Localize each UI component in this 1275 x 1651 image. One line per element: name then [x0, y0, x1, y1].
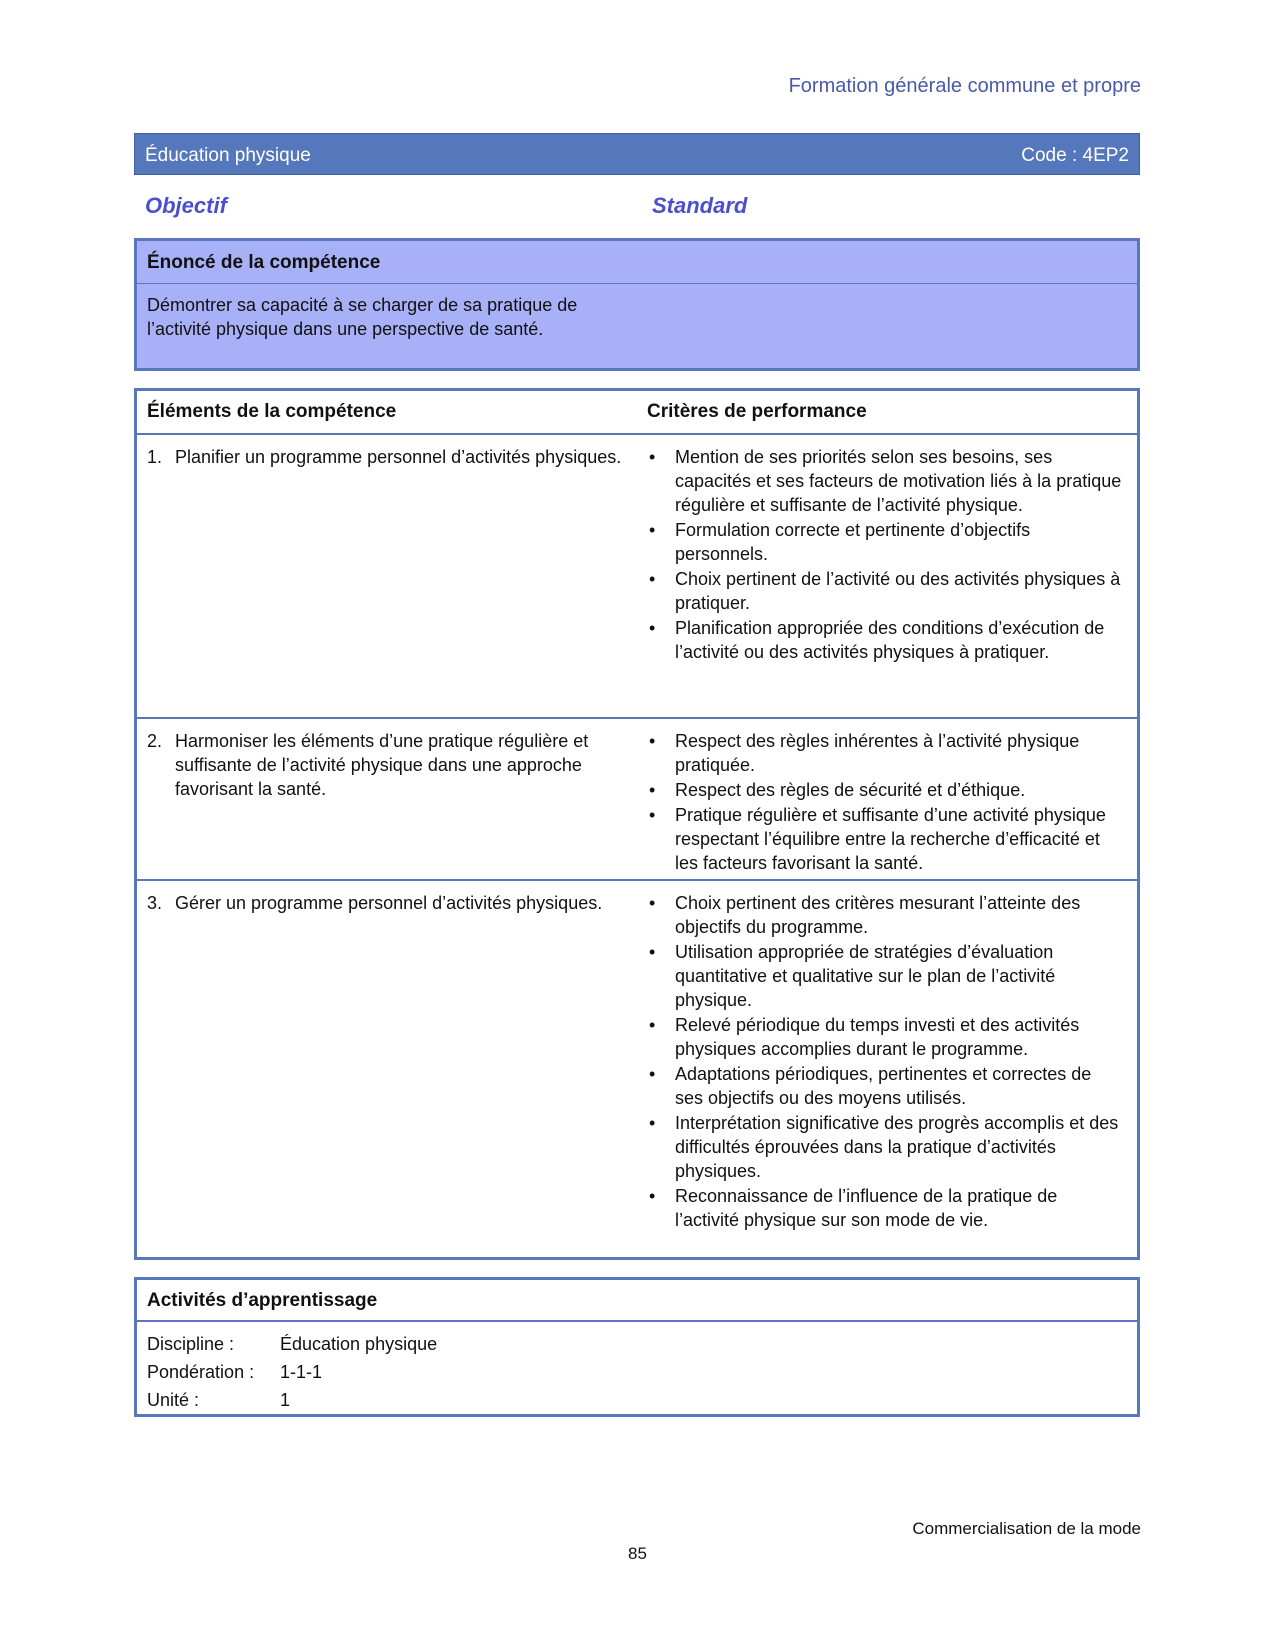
competence-element	[147, 891, 637, 915]
competence-table	[134, 388, 1140, 1260]
bullet-icon: •	[649, 1064, 656, 1084]
bullet-icon: •	[649, 1186, 656, 1206]
bullet-icon: •	[649, 731, 656, 751]
list-item: • Adaptations périodiques, pertinentes et correctes de ses objectifs ou des moyens utilisés.	[649, 1064, 1092, 1108]
ponderation-label: Pondération :	[147, 1362, 255, 1382]
element-text: Gérer un programme personnel d’activités physiques.	[175, 893, 603, 913]
criteria-list	[647, 445, 1122, 665]
page-number: 85	[628, 1544, 647, 1563]
bullet-icon: •	[649, 1113, 656, 1133]
bullet-icon: •	[649, 780, 656, 800]
list-item: • Respect des règles de sécurité et d’éthique.	[649, 780, 1026, 800]
bullet-icon: •	[649, 893, 656, 913]
list-item: • Utilisation appropriée de stratégies d’évaluation quantitative et qualitative sur le plan de l’activité physique.	[649, 942, 1056, 1010]
bullet-icon: •	[649, 520, 656, 540]
subject-title: Éducation physique	[145, 145, 311, 166]
list-item: • Mention de ses priorités selon ses besoins, ses capacités et ses facteurs de motivation liés à la pratique régulière et suffisante de l’activité physique.	[649, 447, 1122, 515]
list-item: • Choix pertinent de l’activité ou des activités physiques à pratiquer.	[649, 569, 1121, 613]
course-code: Code : 4EP2	[1021, 145, 1129, 166]
bullet-icon: •	[649, 942, 656, 962]
list-item: • Pratique régulière et suffisante d’une activité physique respectant l’équilibre entre la recherche d’efficacité et les facteurs favorisant la santé.	[649, 805, 1106, 873]
table-row	[137, 435, 1137, 719]
objective-standard-row	[145, 193, 1135, 221]
list-item: • Interprétation significative des progrès accomplis et des difficultés éprouvées dans la pratique d’activités physiques.	[649, 1113, 1119, 1181]
elements-column-heading: Éléments de la compétence	[147, 401, 397, 422]
discipline-label: Discipline :	[147, 1334, 235, 1354]
activites-box	[134, 1277, 1140, 1417]
ponderation-line	[137, 1358, 1137, 1386]
competence-table-header	[137, 391, 1137, 435]
table-row	[137, 881, 1137, 1261]
ponderation-value: 1-1-1	[280, 1362, 323, 1382]
element-text: Harmoniser les éléments d’une pratique régulière et suffisante de l’activité physique dans une approche favorisant la santé.	[175, 731, 589, 799]
competence-element	[147, 445, 637, 469]
bullet-icon: •	[649, 1015, 656, 1035]
running-header: Formation générale commune et propre	[788, 75, 1141, 97]
bullet-icon: •	[649, 447, 656, 467]
list-item: • Formulation correcte et pertinente d’objectifs personnels.	[649, 520, 1031, 564]
objectif-heading: Objectif	[145, 193, 227, 218]
standard-heading: Standard	[652, 193, 748, 218]
unite-value: 1	[280, 1390, 291, 1410]
enonce-heading: Énoncé de la compétence	[137, 241, 1137, 284]
activites-heading: Activités d’apprentissage	[137, 1280, 1137, 1322]
list-item: • Reconnaissance de l’influence de la pratique de l’activité physique sur son mode de vie.	[649, 1186, 1058, 1230]
course-title-bar	[134, 133, 1140, 175]
unite-label: Unité :	[147, 1390, 200, 1410]
bullet-icon: •	[649, 805, 656, 825]
enonce-text: Démontrer sa capacité à se charger de sa pratique de l’activité physique dans une perspective de santé.	[147, 295, 578, 339]
list-item: • Relevé périodique du temps investi et des activités physiques accomplies durant le programme.	[649, 1015, 1080, 1059]
bullet-icon: •	[649, 569, 656, 589]
discipline-value: Éducation physique	[280, 1334, 438, 1354]
element-number: 2.	[147, 731, 163, 751]
element-number: 3.	[147, 893, 163, 913]
enonce-box	[134, 238, 1140, 371]
bullet-icon: •	[649, 618, 656, 638]
criteres-column-heading: Critères de performance	[647, 401, 867, 422]
list-item: • Choix pertinent des critères mesurant l’atteinte des objectifs du programme.	[649, 893, 1081, 937]
element-text: Planifier un programme personnel d’activités physiques.	[175, 447, 622, 467]
table-row	[137, 719, 1137, 881]
list-item: • Respect des règles inhérentes à l’activité physique pratiquée.	[649, 731, 1080, 775]
element-number: 1.	[147, 447, 163, 467]
competence-element	[147, 729, 637, 801]
program-footer: Commercialisation de la mode	[912, 1519, 1141, 1538]
unite-line	[137, 1386, 1137, 1414]
criteria-list	[647, 891, 1122, 1233]
criteria-list	[647, 729, 1122, 876]
list-item: • Planification appropriée des conditions d’exécution de l’activité ou des activités physiques à pratiquer.	[649, 618, 1105, 662]
discipline-line	[137, 1330, 1137, 1358]
